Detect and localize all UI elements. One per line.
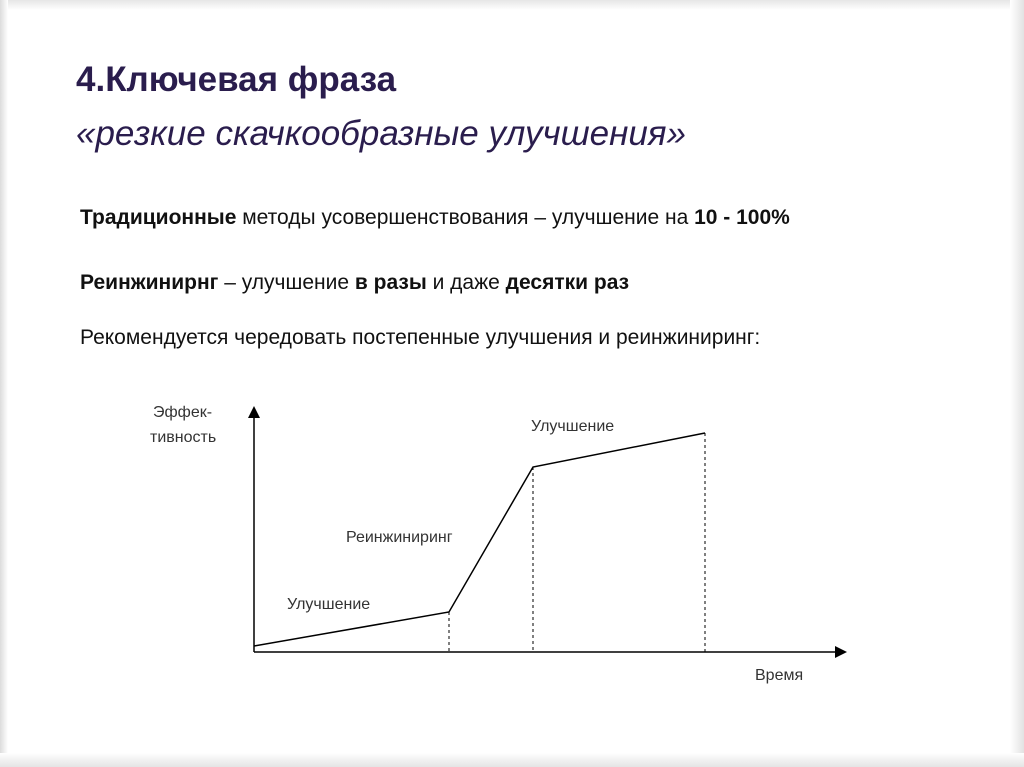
point-recommendation-text: Рекомендуется чередовать постепенные улучшения и реинжиниринг:: [80, 326, 761, 349]
point-traditional-bold: Традиционные: [80, 206, 237, 229]
slide-subtitle: «резкие скачкообразные улучшения»: [76, 114, 686, 153]
slide-title: 4.Ключевая фраза: [76, 60, 397, 99]
point-reengineering-text: – улучшение: [218, 271, 355, 294]
point-reengineering-bold: Реинжинирнг: [80, 271, 219, 294]
segment-label-improvement-1: Улучшение: [287, 596, 371, 613]
point-traditional-percent: 10 - 100%: [694, 206, 790, 229]
segment-label-improvement-2: Улучшение: [531, 418, 615, 435]
point-reengineering-times: в разы: [354, 271, 427, 294]
y-axis-label: Эффек-: [153, 404, 213, 421]
x-axis-label: Время: [755, 667, 804, 684]
point-reengineering-text2: и даже: [426, 271, 506, 294]
segment-label-reengineering: Реинжиниринг: [346, 529, 453, 546]
point-traditional-text: методы усовершенствования – улучшение на: [236, 206, 695, 229]
effectiveness-curve: [254, 433, 705, 646]
y-axis-label: тивность: [150, 429, 217, 446]
point-reengineering-tens: десятки раз: [505, 271, 630, 294]
